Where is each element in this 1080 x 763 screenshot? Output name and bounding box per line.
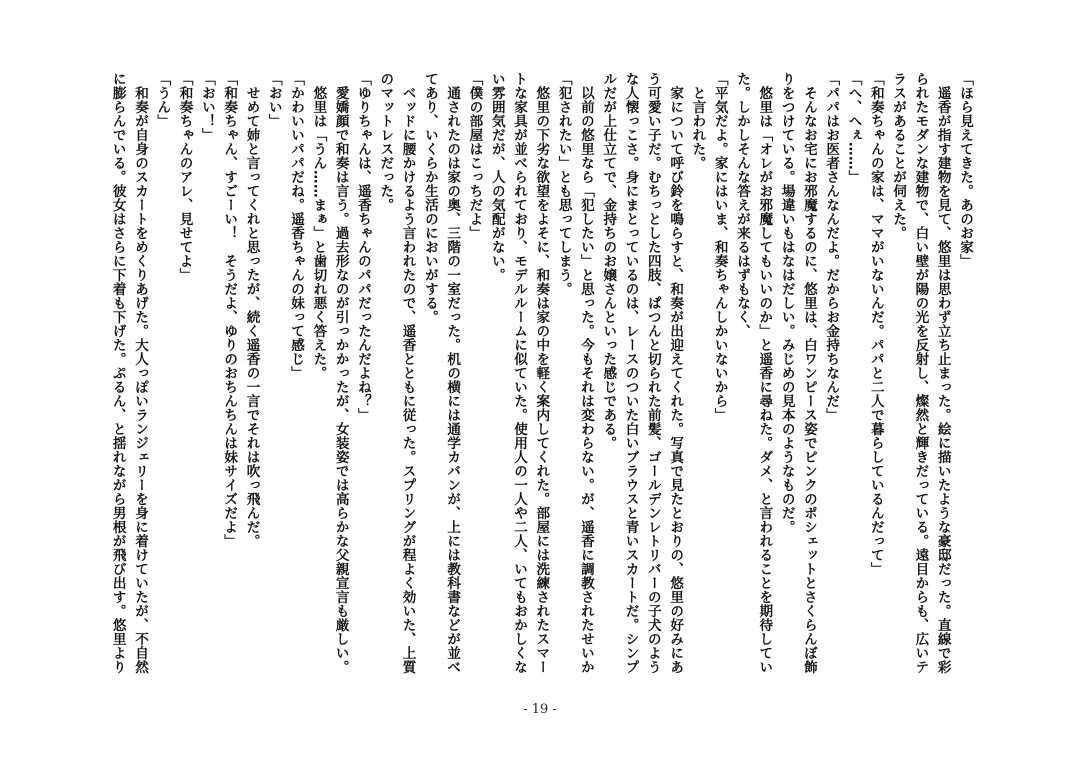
text-line: い雰囲気だが、人の気配がない。 <box>488 72 505 282</box>
text-line: た。しかしそんな答えが来るはずもなく、 <box>734 72 751 338</box>
text-line: と言われた。 <box>689 72 706 170</box>
text-line: 「平気だよ。家にはいま、和奏ちゃんしかいないから」 <box>711 72 728 422</box>
text-line: 「ほら見えてきた。あのお家」 <box>957 72 973 268</box>
text-line: 「和奏ちゃんのアレ、見せてよ」 <box>176 72 193 282</box>
text-line: 遥香が指す建物を見て、悠里は思わず立ち止まった。絵に描いたような豪邸だった。直線で彩 <box>934 72 951 674</box>
vertical-text-body <box>96 72 976 682</box>
text-line: ラスがあることが伺えた。 <box>890 72 907 240</box>
text-line: ベッドに腰かけるよう言われたので、遥香とともに従った。スプリングが程よく効いた、上質 <box>399 72 416 674</box>
text-line: 悠里は「オレがお邪魔してもいいのか」と遥香に尋ねた。ダメ、と言われることを期待してい <box>756 72 773 674</box>
text-line: 家について呼び鈴を鳴らすと、和奏が出迎えてくれた。写真で見たとおりの、悠里の好みにあ <box>667 72 684 674</box>
text-line: 通されたのは家の奥、三階の一室だった。机の横には通学カバンが、上には教科書などが並べ <box>444 72 461 674</box>
text-line: のマットレスだった。 <box>377 72 394 212</box>
text-line: 悠里は「うん……まぁ」と歯切れ悪く答えた。 <box>310 72 327 380</box>
text-line: 「パパはお医者さんなんだよ。だからお金持ちなんだ」 <box>823 72 840 422</box>
text-line: 「和奏ちゃんの家は、ママがいないんだ。パパと二人で暮らしているんだって」 <box>867 72 884 576</box>
text-line: な人懐っこさ。身にまとっているのは、レースのついた白いブラウスと青いスカートだ。シンプ <box>622 72 639 674</box>
text-line: りをつけている。場違いもはなはだしい。みじめの見本のようなものだ。 <box>778 72 795 534</box>
text-line: う可愛い子だ。むちっとした四肢、ぱつんと切られた前髪、ゴールデンレトリバーの子犬のよう <box>644 72 661 674</box>
text-line: てあり、いくらか生活のにおいがする。 <box>421 72 438 324</box>
text-line: 「おい！」 <box>198 72 215 142</box>
text-line: ルだが上仕立てで、金持ちのお嬢さんといった感じである。 <box>600 72 617 450</box>
text-line: 悠里の下劣な欲望をよそに、和奏は家の中を軽く案内してくれた。部屋には洗練されたスマー <box>533 72 550 674</box>
text-line: トな家具が並べられており、モデルルームに似ていた。使用人の一人や二人、いてもおかしくな <box>511 72 528 674</box>
text-line: 「犯されたい」とも思ってしまう。 <box>555 72 572 296</box>
text-line: 「和奏ちゃん、すごーい！ そうだよ、ゆりのおちんちんは妹サイズだよ」 <box>221 72 238 548</box>
text-line: 「おい」 <box>265 72 282 128</box>
text-line: せめて姉と言ってくれと思ったが、続く遥香の一言でそれは吹っ飛んだ。 <box>243 72 260 548</box>
text-line: 「うん」 <box>154 72 171 128</box>
text-line: 「かわいいパパだね。遥香ちゃんの妹って感じ」 <box>288 72 305 380</box>
text-line: 和奏が自身のスカートをめくりあげた。大人っぽいランジェリーを身に着けていたが、不自然 <box>132 72 149 674</box>
text-line: 以前の悠里なら「犯したい」と思った。今もそれは変わらない。が、遥香に調教されたせいか <box>577 72 594 674</box>
text-line: に膨らんでいる。彼女はさらに下着も下げた。ぷるん、と揺れながら男根が飛び出す。悠里より <box>109 72 126 674</box>
page-number: - 19 - <box>523 702 557 717</box>
text-line: 「ゆりちゃんは、遥香ちゃんのパパだったんだよね？」 <box>354 72 371 422</box>
text-line: られたモダンな建物で、白い壁が陽の光を反射し、燦然と輝きだっている。遠目からも、広いテ <box>912 72 929 674</box>
text-line: 「僕の部屋はこっちだよ」 <box>466 72 483 240</box>
text-line: そんなお宅にお邪魔するのに、悠里は、白ワンピース姿でピンクのポシェットとさくらんぼ飾 <box>800 72 817 674</box>
text-line: 「へ、へぇ……」 <box>845 72 862 184</box>
text-line: 愛嬌顔で和奏は言う。過去形なのが引っかかったが、女装姿では高らかな父親宣言も厳しい。 <box>332 72 349 674</box>
